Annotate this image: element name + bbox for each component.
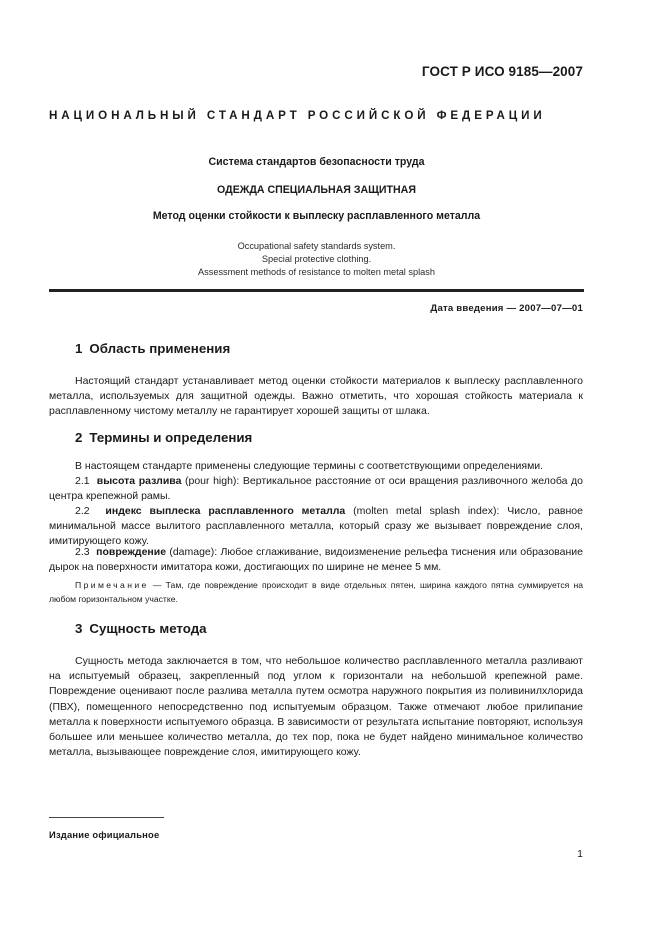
document-main-title: ОДЕЖДА СПЕЦИАЛЬНАЯ ЗАЩИТНАЯ [217, 184, 416, 196]
term-number: 2.1 [75, 475, 90, 487]
section-1-heading [75, 341, 230, 356]
standards-system-title: Система стандартов безопасности труда [208, 156, 425, 168]
method-title: Метод оценки стойкости к выплеску расплавленного металла [152, 210, 481, 222]
term-2-2 [49, 504, 583, 550]
section-2-intro [49, 459, 583, 474]
term-2-3 [49, 545, 583, 575]
term-number: 2.3 [75, 546, 90, 558]
english-title-line: Assessment methods of resistance to molten metal splash [198, 267, 435, 277]
section-3-heading [75, 621, 207, 636]
section-number: 3 [75, 621, 83, 636]
section-2-heading [75, 430, 252, 445]
paragraph-text: Настоящий стандарт устанавливает метод оценки стойкости материалов к выплеску расплавленного металла, используемых для защитной одежды. Важно отметить, что хорошая стойкость материала к расплавленному чистому металлу не гарантирует хорошей защиты от шлака. [49, 375, 583, 418]
note [49, 578, 583, 606]
term-2-1 [49, 474, 583, 504]
section-title: Область применения [89, 341, 231, 356]
section-title: Термины и определения [89, 430, 253, 445]
paragraph-text: В настоящем стандарте применены следующие термины с соответствующими определениями. [75, 460, 544, 472]
national-standard-heading: НАЦИОНАЛЬНЫЙ СТАНДАРТ РОССИЙСКОЙ ФЕДЕРАЦИИ [49, 109, 546, 122]
edition-label: Издание официальное [49, 829, 160, 840]
document-code: ГОСТ Р ИСО 9185—2007 [421, 64, 583, 79]
term-number: 2.2 [75, 505, 90, 517]
note-text: — Там, где повреждение происходит в виде отдельных пятен, ширина каждого пятна суммируется на любом горизонтальном участке. [49, 580, 583, 604]
header-divider [49, 289, 584, 292]
term-name: повреждение [96, 546, 167, 558]
term-name: высота разлива [96, 475, 182, 487]
term-definition: Любое сглаживание, видоизменение рельефа тиснения или образование дырок на поверхности имитатора кожи, достигающих по ширине не менее 5 мм. [49, 546, 583, 574]
introduction-date: Дата введения — 2007—07—01 [430, 303, 583, 314]
english-title [49, 240, 584, 279]
term-english: (pour high): [185, 475, 240, 487]
term-name: индекс выплеска расплавленного металла [105, 505, 346, 517]
term-definition: Вертикальное расстояние от оси вращения разливочного желоба до центра крепежной рамы. [49, 475, 583, 503]
note-label: Примечание [75, 580, 149, 590]
term-english: (damage): [169, 546, 218, 558]
paragraph-text: Сущность метода заключается в том, что небольшое количество расплавленного металла разливают на испытуемый образец, закрепленный под углом к горизонтали на небольшой крепежной раме. Повреждение оценивают после разлива металла путем осмотра наружного покрытия из поливинилхлорида (ПВХ), помещенного непосредственно под испытуемым образцом. Также отмечают любое прилипание металла к поверхности испытуемого образца. В зависимости от результата испытание повторяют, используя большее или меньшее количество металла, до тех пор, пока не будет найдено минимальное количество металла, вызывающее повреждение слоя, имитирующего кожу. [49, 655, 583, 759]
section-number: 2 [75, 430, 83, 445]
english-title-line: Occupational safety standards system. [237, 241, 396, 251]
section-number: 1 [75, 341, 83, 356]
term-english: (molten metal splash index): [353, 505, 500, 517]
term-definition: Число, равное минимальной массе вылитого расплавленного металла, который сразу же вызывает повреждение слоя, имитирующего кожу. [49, 505, 583, 548]
section-title: Сущность метода [89, 621, 207, 636]
section-1-text [49, 374, 583, 420]
page-number: 1 [577, 848, 583, 860]
section-3-text [49, 654, 583, 760]
footer-divider [49, 817, 164, 818]
english-title-line: Special protective clothing. [261, 254, 372, 264]
